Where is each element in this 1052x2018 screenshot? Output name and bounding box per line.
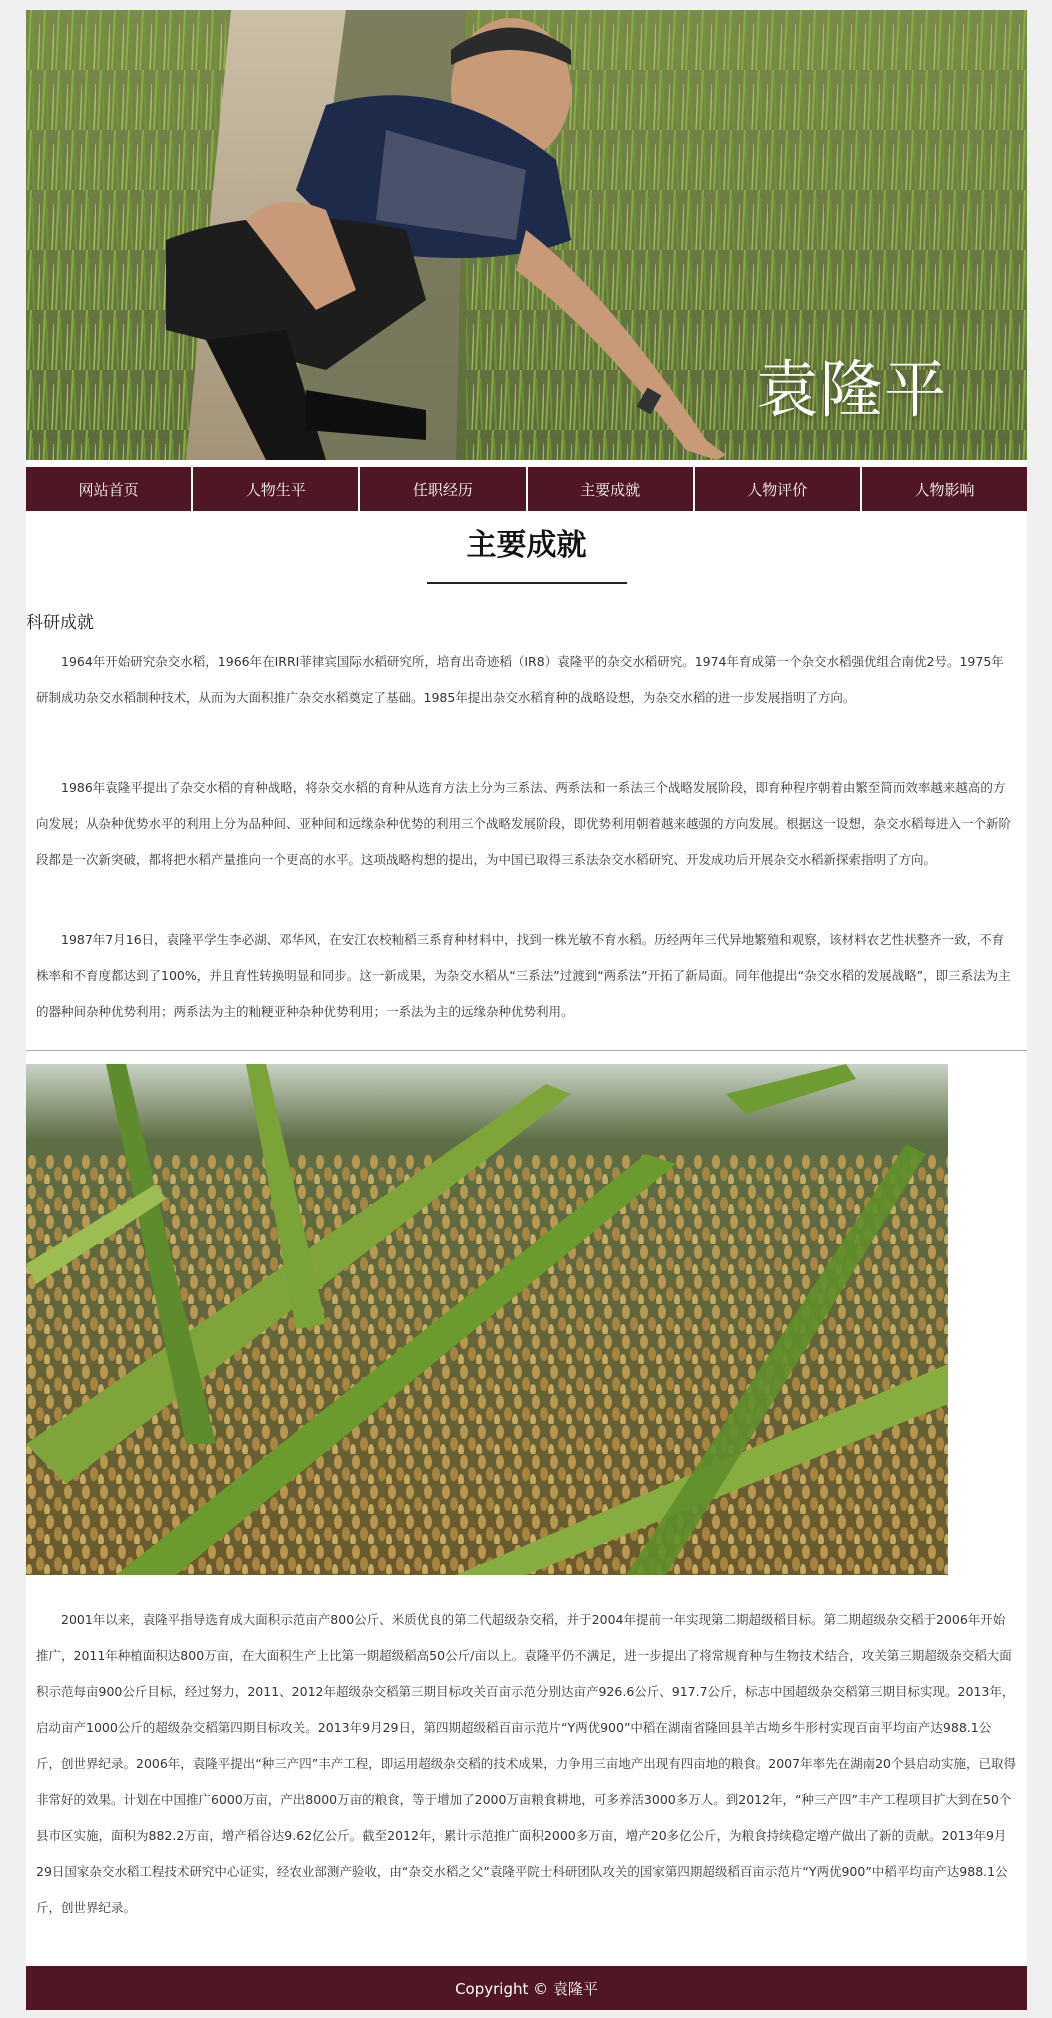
banner-title: 袁隆平 <box>756 353 949 426</box>
section-title: 科研成就 <box>26 613 94 633</box>
main-nav <box>26 467 1027 511</box>
nav-item-career[interactable]: 任职经历 <box>360 467 525 511</box>
page-container <box>26 10 1027 2010</box>
paragraph-1: 1964年开始研究杂交水稻，1966年在IRRI菲律宾国际水稻研究所，培育出奇迹稻（IR8）袁隆平的杂交水稻研究。1974年育成第一个杂交水稻强优组合南优2号。1975年研制成功杂交水稻制种技术，从而为大面积推广杂交水稻奠定了基础。1985年提出杂交水稻育种的战略设想，为杂交水稻的进一步发展指明了方向。 <box>36 654 1004 705</box>
divider <box>26 1050 1027 1051</box>
copyright-text: Copyright © 袁隆平 <box>455 1979 598 1998</box>
footer <box>26 1966 1027 2010</box>
rice-image <box>26 1064 948 1575</box>
banner-photo <box>26 10 1027 460</box>
nav-item-biography[interactable]: 人物生平 <box>193 467 358 511</box>
paragraph-2: 1986年袁隆平提出了杂交水稻的育种战略，将杂交水稻的育种从选育方法上分为三系法、两系法和一系法三个战略发展阶段，即育种程序朝着由繁至简而效率越来越高的方向发展；从杂种优势水平的利用上分为品种间、亚种间和远缘杂种优势的利用三个战略发展阶段，即优势利用朝着越来越强的方向发展。根据这一设想，杂交水稻每进入一个新阶段都是一次新突破，都将把水稻产量推向一个更高的水平。这项战略构想的提出，为中国已取得三系法杂交水稻研究、开发成功后开展杂交水稻新探索指明了方向。 <box>36 780 1012 867</box>
nav-item-evaluation[interactable]: 人物评价 <box>695 467 860 511</box>
title-underline <box>427 582 627 584</box>
page-heading <box>26 522 1027 584</box>
paragraph-4: 2001年以来，袁隆平指导选育成大面积示范亩产800公斤、米质优良的第二代超级杂交稻，并于2004年提前一年实现第二期超级稻目标。第二期超级杂交稻于2006年开始推广，2011年种植面积达800万亩，在大面积生产上比第一期超级稻高50公斤/亩以上。袁隆平仍不满足，进一步提出了将常规育种与生物技术结合，攻关第三期超级杂交稻大面积示范每亩900公斤目标，经过努力，2011、2012年超级杂交稻第三期目标攻关百亩示范分别达亩产926.6公斤、917.7公斤，标志中国超级杂交稻第三期目标实现。2013年，启动亩产1000公斤的超级杂交稻第四期目标攻关。2013年9月29日，第四期超级稻百亩示范片“Y两优900”中稻在湖南省隆回县羊古坳乡牛形村实现百亩平均亩产达988.1公斤，创世界纪录。2006年，袁隆平提出“种三产四”丰产工程，即运用超级杂交稻的技术成果，力争用三亩地产出现有四亩地的粮食。2007年率先在湖南20个县启动实施，已取得非常好的效果。计划在中国推广6000万亩，产出8000万亩的粮食，等于增加了2000万亩粮食耕地，可多养活3000多万人。到2012年，“种三产四”丰产工程项目扩大到在50个县市区实施，面积为882.2万亩，增产稻谷达9.62亿公斤。截至2012年，累计示范推广面积2000多万亩，增产20多亿公斤，为粮食持续稳定增产做出了新的贡献。2013年9月29日国家杂交水稻工程技术研究中心证实，经农业部测产验收，由“杂交水稻之父”袁隆平院士科研团队攻关的国家第四期超级稻百亩示范片“Y两优900”中稻平均亩产达988.1公斤，创世界纪录。 <box>36 1612 1016 1915</box>
nav-item-home[interactable]: 网站首页 <box>26 467 191 511</box>
page-title: 主要成就 <box>466 528 587 563</box>
nav-item-achievements[interactable]: 主要成就 <box>528 467 693 511</box>
nav-item-influence[interactable]: 人物影响 <box>862 467 1027 511</box>
paragraph-3: 1987年7月16日，袁隆平学生李必湖、邓华风，在安江农校籼稻三系育种材料中，找到一株光敏不育水稻。历经两年三代异地繁殖和观察，该材料农艺性状整齐一致，不育株率和不育度都达到了100%，并且育性转换明显和同步。这一新成果，为杂交水稻从“三系法”过渡到“两系法”开拓了新局面。同年他提出“杂交水稻的发展战略”，即三系法为主的器种间杂种优势利用；两系法为主的籼粳亚种杂种优势利用；一系法为主的远缘杂种优势利用。 <box>36 932 1011 1019</box>
rice-photo <box>26 1064 948 1575</box>
